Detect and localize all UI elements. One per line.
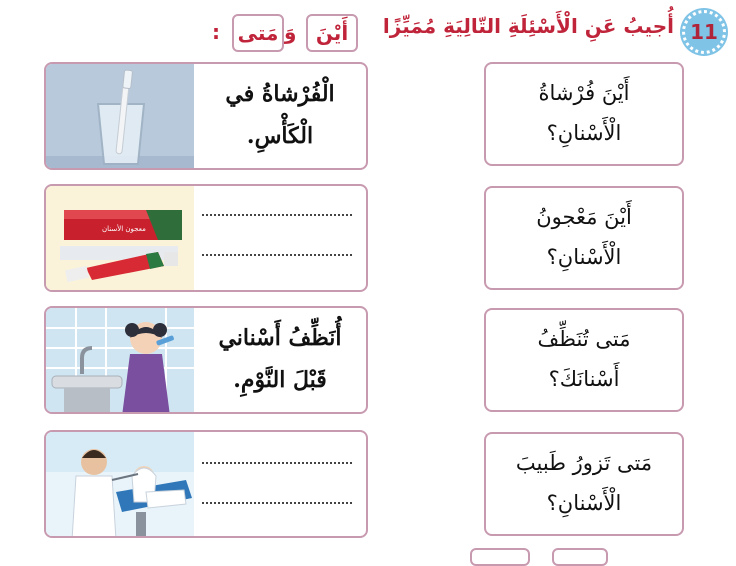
keyword-mata: مَتى xyxy=(237,21,279,45)
toothpaste-icon xyxy=(46,186,194,290)
keyword-mata-box xyxy=(232,14,284,52)
answer-3-line-1: أُنَظِّفُ أَسْناني xyxy=(218,325,342,352)
exercise-number: 11 xyxy=(690,20,718,44)
answer-3-line-2: قَبْلَ النَّوْمِ. xyxy=(233,367,327,393)
toothpaste-box-label: معجون الأسنان xyxy=(102,225,146,233)
question-box-4 xyxy=(484,432,684,536)
question-1-line-1: أَيْنَ فُرْشاةُ xyxy=(538,81,630,106)
question-box-3 xyxy=(484,308,684,412)
answer-4-blank-line-1[interactable] xyxy=(202,462,352,464)
question-3-line-1: مَتى تُنَظِّفُ xyxy=(537,327,631,352)
question-1-line-2: الْأَسْنانِ؟ xyxy=(546,121,622,145)
question-box-1 xyxy=(484,62,684,166)
answer-2-blank-line-2[interactable] xyxy=(202,254,352,256)
question-box-2 xyxy=(484,186,684,290)
exercise-instruction: أُجيبُ عَنِ الْأَسْئِلَةِ التّالِيَةِ مُمَيِّزًا xyxy=(382,14,674,38)
toothbrush-in-glass-icon xyxy=(46,64,194,168)
answer-box-3 xyxy=(44,306,368,414)
question-2-line-1: أَيْنَ مَعْجونُ xyxy=(536,205,632,230)
answer-box-1 xyxy=(44,62,368,170)
question-4-line-1: مَتى تَزورُ طَبيبَ xyxy=(515,451,653,476)
dentist-visit-icon xyxy=(46,432,194,536)
keyword-ayna: أَيْنَ xyxy=(315,21,349,45)
colon: : xyxy=(212,20,220,44)
answer-box-2 xyxy=(44,184,368,292)
girl-brushing-teeth-icon xyxy=(46,308,194,412)
answer-1-line-2: الْكَأْسِ. xyxy=(246,123,314,149)
question-3-line-2: أَسْنانَكَ؟ xyxy=(548,367,620,391)
answer-1-text xyxy=(194,64,366,168)
exercise-number-badge xyxy=(682,10,726,54)
exercise-header xyxy=(0,6,736,54)
next-exercise-box-2 xyxy=(552,548,608,566)
question-2-line-2: الْأَسْنانِ؟ xyxy=(546,245,622,269)
conjunction-waw: وَ xyxy=(284,20,297,44)
answer-3-text xyxy=(194,308,366,412)
question-4-line-2: الْأَسْنانِ؟ xyxy=(546,491,622,515)
answer-box-4 xyxy=(44,430,368,538)
answer-2-blank-line-1[interactable] xyxy=(202,214,352,216)
next-exercise-box xyxy=(470,548,530,566)
answer-4-blank-line-2[interactable] xyxy=(202,502,352,504)
keyword-ayna-box xyxy=(306,14,358,52)
answer-1-line-1: الْفُرْشاةُ في xyxy=(225,81,335,108)
